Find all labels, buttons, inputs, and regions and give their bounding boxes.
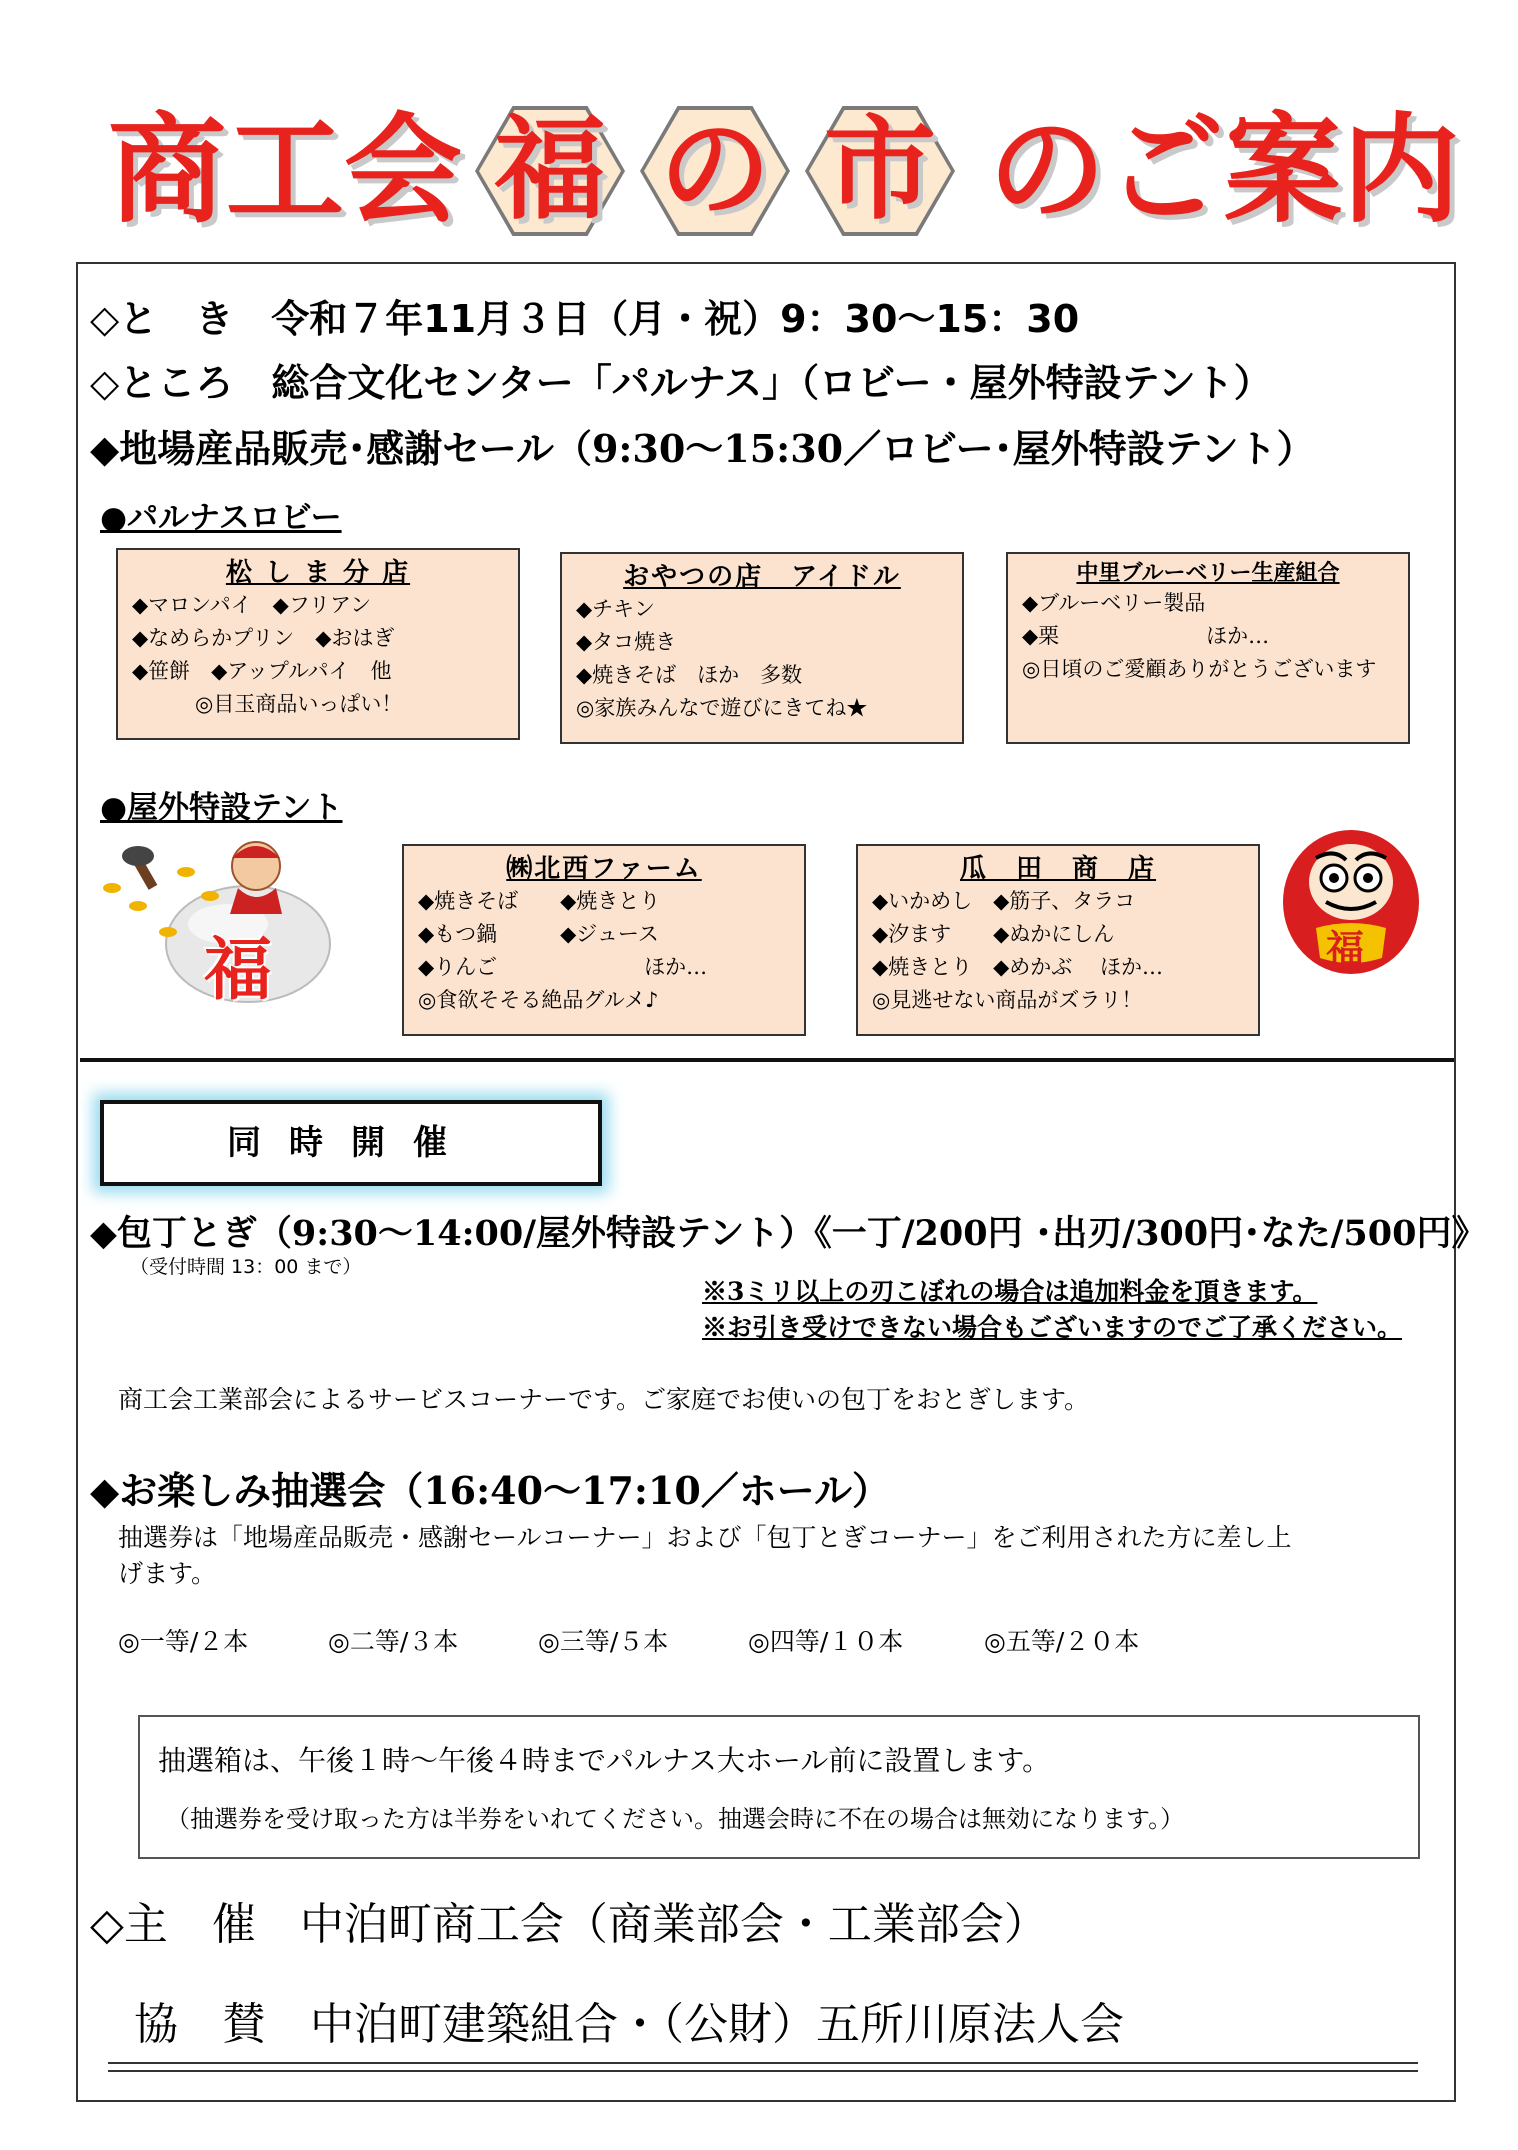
page-title bbox=[0, 100, 1518, 240]
shop-name: おやつの店 アイドル bbox=[623, 562, 901, 592]
event-where: ◇ところ 総合文化センター「パルナス」（ロビー・屋外特設テント） bbox=[90, 361, 1272, 405]
title-hex-char-3: 市 bbox=[824, 104, 936, 235]
organizer-line: ◇主 催 中泊町商工会（商業部会・工業部会） bbox=[90, 1899, 1048, 1950]
lottery-box-line2: （抽選券を受け取った方は半券をいれてください。抽選会時に不在の場合は無効になります。） bbox=[166, 1805, 1185, 1833]
knife-heading: ◆包丁とぎ（9:30～14:00/屋外特設テント）《一丁/200円 ･出刃/300円･なた/500円》 bbox=[90, 1213, 1487, 1254]
shop-row: ◎家族みんなで遊びにきてね★ bbox=[576, 696, 868, 720]
shop-row: ◆りんご ほか… bbox=[418, 955, 708, 979]
lucky-char: 福 bbox=[204, 930, 273, 1010]
title-hex-char-2: の bbox=[659, 104, 771, 235]
concurrent-event-label: 同時開催 bbox=[100, 1100, 602, 1186]
shop-row: ◆笹餅 ◆アップルパイ 他 bbox=[132, 659, 392, 683]
shop-name: 中里ブルーベリー生産組合 bbox=[1076, 560, 1340, 586]
shop-card-matsushima bbox=[116, 548, 520, 740]
shop-card-blueberry bbox=[1006, 552, 1410, 744]
prize-2: ◎二等/３本 bbox=[328, 1627, 459, 1656]
sponsor-line: 協 賛 中泊町建築組合・（公財）五所川原法人会 bbox=[90, 1999, 1124, 2050]
footer-double-rule bbox=[108, 2062, 1418, 2072]
shop-row: ◆焼きそば ほか 多数 bbox=[576, 663, 803, 687]
knife-desc: 商工会工業部会によるサービスコーナーです。ご家庭でお使いの包丁をおとぎします。 bbox=[118, 1385, 1090, 1414]
shop-card-idol bbox=[560, 552, 964, 744]
lucky-god-illustration bbox=[98, 836, 338, 1010]
shop-name: ㈱北西ファーム bbox=[506, 854, 702, 884]
shop-row: ◆タコ焼き bbox=[576, 630, 677, 654]
tent-label: ●屋外特設テント bbox=[100, 790, 343, 826]
lottery-desc-line1: 抽選券は「地場産品販売・感謝セールコーナー」および「包丁とぎコーナー」をご利用された方に差し上 bbox=[118, 1523, 1292, 1552]
prize-3: ◎三等/５本 bbox=[538, 1627, 669, 1656]
shop-row: ◎目玉商品いっぱい！ bbox=[132, 692, 403, 716]
shop-name: 瓜 田 商 店 bbox=[959, 854, 1156, 884]
shop-name: 松 し ま 分 店 bbox=[225, 558, 411, 588]
shop-row: ◎見逃せない商品がズラリ！ bbox=[872, 988, 1143, 1012]
shop-card-hokusei-farm bbox=[402, 844, 806, 1036]
prize-4: ◎四等/１０本 bbox=[748, 1627, 904, 1656]
shop-row: ◆なめらかプリン ◆おはぎ bbox=[132, 626, 395, 650]
lottery-desc-line2: げます。 bbox=[118, 1559, 217, 1588]
shop-row: ◆もつ鍋 ◆ジュース bbox=[418, 922, 659, 946]
shop-card-urita bbox=[856, 844, 1260, 1036]
shop-row: ◆汐ます ◆ぬかにしん bbox=[872, 922, 1115, 946]
lottery-heading: ◆お楽しみ抽選会（16:40～17:10／ホール） bbox=[90, 1468, 891, 1513]
event-when: ◇と き 令和７年11月３日（月・祝）9：30〜15：30 bbox=[90, 297, 1080, 341]
title-prefix: 商工会 bbox=[108, 100, 463, 239]
prize-1: ◎一等/２本 bbox=[118, 1627, 249, 1656]
knife-note-1: ※3ミリ以上の刃こぼれの場合は追加料金を頂きます。 bbox=[702, 1277, 1318, 1306]
daruma-char: 福 bbox=[1326, 926, 1365, 971]
title-hex-char-1: 福 bbox=[494, 104, 606, 235]
knife-note-2: ※お引き受けできない場合もございますのでご了承ください。 bbox=[702, 1313, 1403, 1342]
shop-row: ◆焼きそば ◆焼きとり bbox=[418, 889, 661, 913]
prize-5: ◎五等/２０本 bbox=[984, 1627, 1140, 1656]
title-suffix: のご案内 bbox=[988, 100, 1461, 239]
daruma-illustration bbox=[1276, 818, 1426, 978]
lobby-label: ●パルナスロビー bbox=[100, 500, 342, 536]
sale-heading: ◆地場産品販売･感謝セール（9:30～15:30／ロビー･屋外特設テント） bbox=[90, 426, 1315, 471]
lottery-box-notice bbox=[138, 1715, 1420, 1859]
shop-row: ◎食欲そそる絶品グルメ♪ bbox=[418, 988, 659, 1012]
shop-row: ◆ブルーベリー製品 bbox=[1022, 591, 1206, 615]
knife-reception: （受付時間 13：00 まで） bbox=[130, 1256, 362, 1278]
shop-row: ◎日頃のご愛顧ありがとうございます bbox=[1022, 657, 1377, 681]
lottery-box-line1: 抽選箱は、午後１時〜午後４時までパルナス大ホール前に設置します。 bbox=[158, 1744, 1051, 1777]
shop-row: ◆チキン bbox=[576, 597, 655, 621]
shop-row: ◆栗 ほか… bbox=[1022, 624, 1270, 648]
shop-row: ◆いかめし ◆筋子、タラコ bbox=[872, 889, 1136, 913]
shop-row: ◆マロンパイ ◆フリアン bbox=[132, 593, 372, 617]
shop-row: ◆焼きとり ◆めかぶ ほか… bbox=[872, 955, 1163, 979]
section-divider bbox=[80, 1058, 1454, 1062]
